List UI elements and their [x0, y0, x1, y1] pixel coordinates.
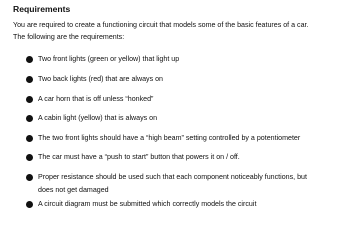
bullet-icon: [26, 115, 33, 122]
requirement-text: A car horn that is off unless “honked”: [38, 95, 154, 103]
section-heading: Requirements: [13, 4, 71, 14]
intro-line: The following are the requirements:: [13, 32, 125, 41]
requirement-text: A cabin light (yellow) that is always on: [38, 114, 158, 122]
intro-paragraph: [13, 20, 343, 43]
requirement-text: The car must have a “push to start” button that powers it on / off.: [38, 153, 240, 161]
bullet-icon: [26, 174, 33, 181]
bullet-icon: [26, 201, 33, 208]
requirement-text: Two front lights (green or yellow) that light up: [38, 55, 180, 63]
requirement-text: Two back lights (red) that are always on: [38, 75, 163, 83]
requirement-text-continued: does not get damaged: [38, 186, 109, 194]
bullet-icon: [26, 56, 33, 63]
requirement-text: The two front lights should have a “high beam” setting controlled by a potentiometer: [38, 134, 301, 142]
bullet-icon: [26, 154, 33, 161]
bullet-icon: [26, 135, 33, 142]
requirement-text: Proper resistance should be used such that each component noticeably functions, but: [38, 173, 307, 181]
bullet-icon: [26, 96, 33, 103]
bullet-icon: [26, 76, 33, 83]
requirement-text: A circuit diagram must be submitted which correctly models the circuit: [38, 200, 257, 208]
intro-line: You are required to create a functioning circuit that models some of the basic features of a car.: [13, 21, 309, 29]
